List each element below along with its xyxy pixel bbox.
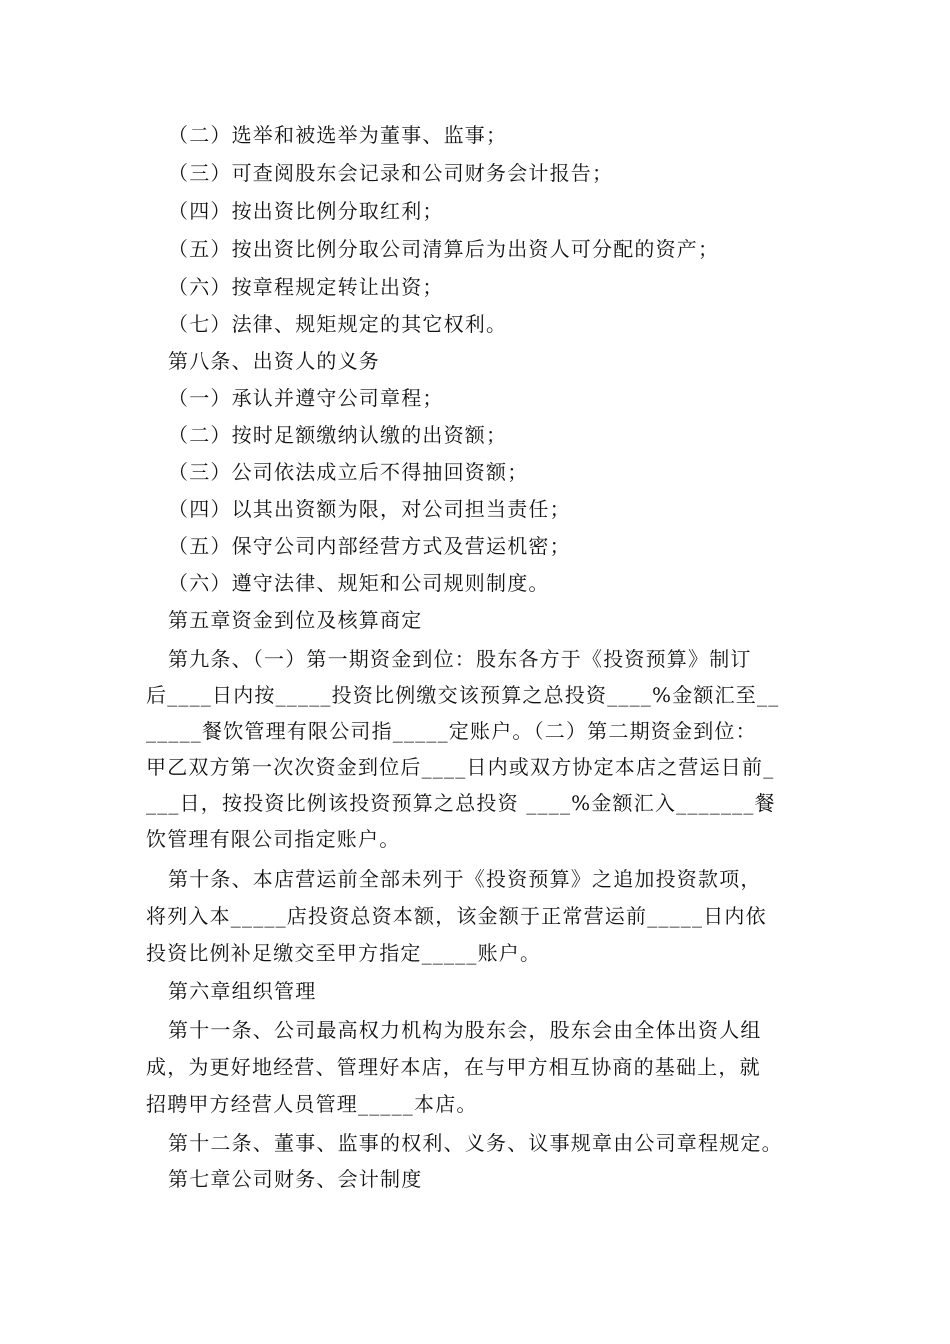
duty-item-5: （五）保守公司内部经营方式及营运机密； — [168, 534, 571, 558]
duty-item-4: （四）以其出资额为限，对公司担当责任； — [168, 497, 571, 521]
duty-item-3: （三）公司依法成立后不得抽回资额； — [168, 460, 529, 484]
right-item-3: （三）可查阅股东会记录和公司财务会计报告； — [168, 161, 614, 185]
chapter-5-heading: 第五章资金到位及核算商定 — [168, 608, 423, 632]
article-10-line: 将列入本_____店投资总资本额，该金额于正常营运前_____日内依 — [146, 904, 767, 928]
right-item-2: （二）选举和被选举为董事、监事； — [168, 123, 508, 147]
article-10-line: 第十条、本店营运前全部未列于《投资预算》之追加投资款项， — [168, 867, 762, 891]
article-10-line: 投资比例补足缴交至甲方指定_____账户。 — [146, 941, 542, 965]
article-9-line: _____餐饮管理有限公司指_____定账户。（二）第二期资金到位： — [146, 719, 757, 743]
article-9-line: 饮管理有限公司指定账户。 — [146, 827, 401, 851]
right-item-4: （四）按出资比例分取红利； — [168, 199, 444, 223]
article-12-line: 第十二条、董事、监事的权利、义务、议事规章由公司章程规定。 — [168, 1131, 783, 1155]
chapter-7-heading: 第七章公司财务、会计制度 — [168, 1167, 423, 1191]
duty-item-2: （二）按时足额缴纳认缴的出资额； — [168, 423, 508, 447]
chapter-6-heading: 第六章组织管理 — [168, 979, 317, 1003]
article-9-line: 后____日内按_____投资比例缴交该预算之总投资____%金额汇至__ — [146, 683, 780, 707]
duty-item-6: （六）遵守法律、规矩和公司规则制度。 — [168, 571, 550, 595]
article-9-line: ___日，按投资比例该投资预算之总投资 ____%金额汇入_______餐 — [146, 791, 776, 815]
article-11-line: 招聘甲方经营人员管理_____本店。 — [146, 1092, 478, 1116]
right-item-5: （五）按出资比例分取公司清算后为出资人可分配的资产； — [168, 237, 720, 261]
article-9-line: 甲乙双方第一次次资金到位后____日内或双方协定本店之营运日前_ — [146, 755, 775, 779]
article-11-line: 成，为更好地经营、管理好本店，在与甲方相互协商的基础上，就 — [146, 1055, 761, 1079]
article-9-line: 第九条、（一）第一期资金到位：股东各方于《投资预算》制订 — [168, 647, 752, 671]
article-8-heading: 第八条、出资人的义务 — [168, 349, 380, 373]
right-item-6: （六）按章程规定转让出资； — [168, 275, 444, 299]
article-11-line: 第十一条、公司最高权力机构为股东会，股东会由全体出资人组 — [168, 1018, 762, 1042]
duty-item-1: （一）承认并遵守公司章程； — [168, 386, 444, 410]
right-item-7: （七）法律、规矩规定的其它权利。 — [168, 312, 508, 336]
